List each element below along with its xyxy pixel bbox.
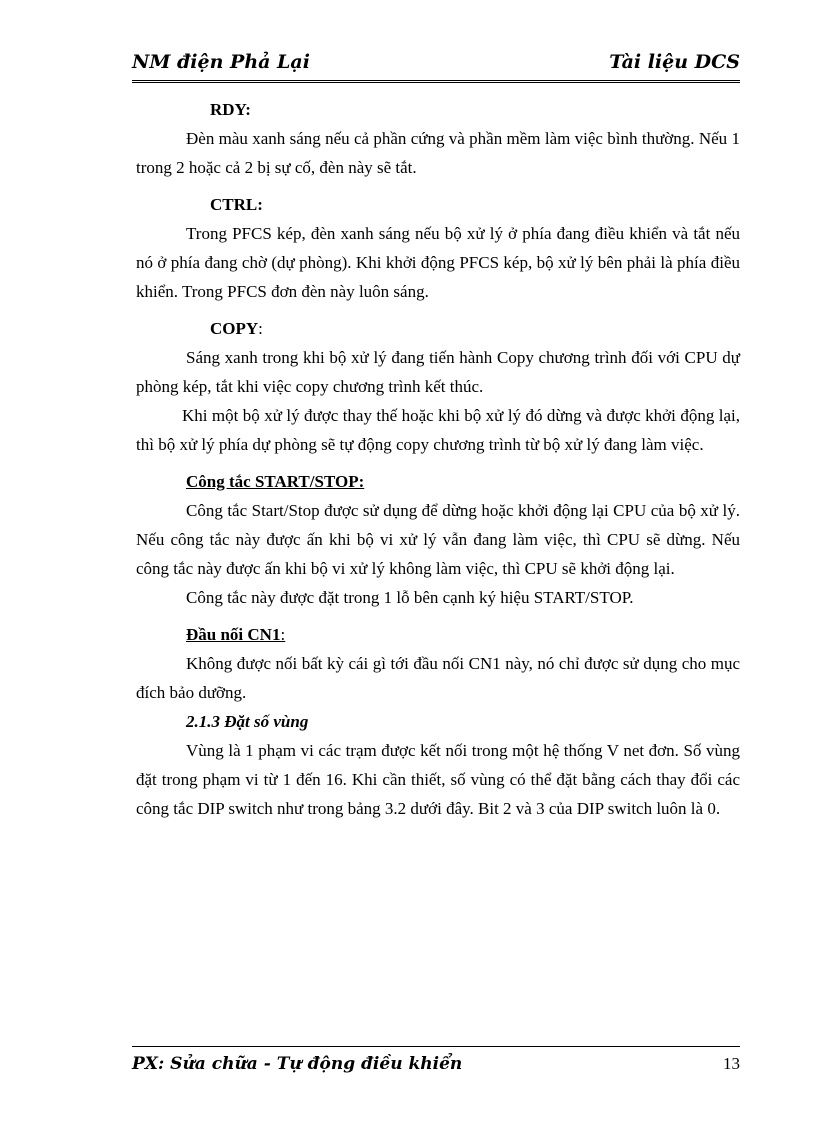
start-stop-paragraph-2: Công tắc này được đặt trong 1 lỗ bên cạnh ký hiệu START/STOP. bbox=[186, 588, 634, 607]
zone-paragraph: Vùng là 1 phạm vi các trạm được kết nối trong một hệ thống V net đơn. Số vùng đặt trong phạm vi từ 1 đến 16. Khi cần thiết, số vùng có thể đặt bằng cách thay đổi các công tắc DIP switch như trong bảng 3.2 dưới đây. Bit 2 và 3 của DIP switch luôn là 0. bbox=[136, 741, 740, 818]
page-body bbox=[136, 95, 740, 823]
copy-heading-colon: : bbox=[258, 319, 263, 338]
rdy-heading: RDY: bbox=[210, 100, 251, 119]
cn1-heading-colon: : bbox=[280, 625, 286, 644]
footer-rule bbox=[132, 1046, 740, 1047]
copy-paragraph-2: Khi một bộ xử lý được thay thế hoặc khi bộ xử lý đó dừng và được khởi động lại, thì bộ xử lý phía dự phòng sẽ tự động copy chương trình từ bộ xử lý đang làm việc. bbox=[136, 406, 740, 454]
cn1-paragraph: Không được nối bất kỳ cái gì tới đầu nối CN1 này, nó chỉ được sử dụng cho mục đích bảo dưỡng. bbox=[136, 654, 740, 702]
ctrl-paragraph: Trong PFCS kép, đèn xanh sáng nếu bộ xử lý ở phía đang điều khiển và tắt nếu nó ở phía đang chờ (dự phòng). Khi khởi động PFCS kép, bộ xử lý bên phải là phía điều khiển. Trong PFCS đơn đèn này luôn sáng. bbox=[136, 224, 740, 301]
page-footer bbox=[132, 1052, 740, 1078]
rdy-paragraph: Đèn màu xanh sáng nếu cả phần cứng và phần mềm làm việc bình thường. Nếu 1 trong 2 hoặc cả 2 bị sự cố, đèn này sẽ tắt. bbox=[136, 129, 740, 177]
footer-department: PX: Sửa chữa - Tự động điều khiển bbox=[132, 1054, 463, 1074]
copy-heading-text: COPY bbox=[210, 319, 259, 338]
header-document-title: Tài liệu DCS bbox=[609, 51, 740, 73]
start-stop-paragraph-1: Công tắc Start/Stop được sử dụng để dừng hoặc khởi động lại CPU của bộ xử lý. Nếu công tắc này được ấn khi bộ vi xử lý vẫn đang làm việc, thì CPU sẽ dừng. Nếu công tắc này được ấn khi bộ vi xử lý không làm việc, thì CPU sẽ khởi động lại. bbox=[136, 501, 740, 578]
start-stop-heading: Công tắc START/STOP: bbox=[186, 472, 365, 491]
zone-heading: 2.1.3 Đặt số vùng bbox=[186, 712, 309, 731]
ctrl-heading: CTRL: bbox=[210, 195, 263, 214]
page-header bbox=[132, 50, 740, 80]
copy-paragraph-1: Sáng xanh trong khi bộ xử lý đang tiến hành Copy chương trình đối với CPU dự phòng kép, tắt khi việc copy chương trình kết thúc. bbox=[136, 348, 740, 396]
cn1-heading bbox=[136, 620, 740, 649]
header-rule bbox=[132, 80, 740, 83]
cn1-heading-text: Đầu nối CN1 bbox=[186, 625, 281, 644]
copy-heading bbox=[136, 314, 740, 343]
header-organization: NM điện Phả Lại bbox=[132, 51, 310, 73]
page-number: 13 bbox=[723, 1054, 740, 1073]
